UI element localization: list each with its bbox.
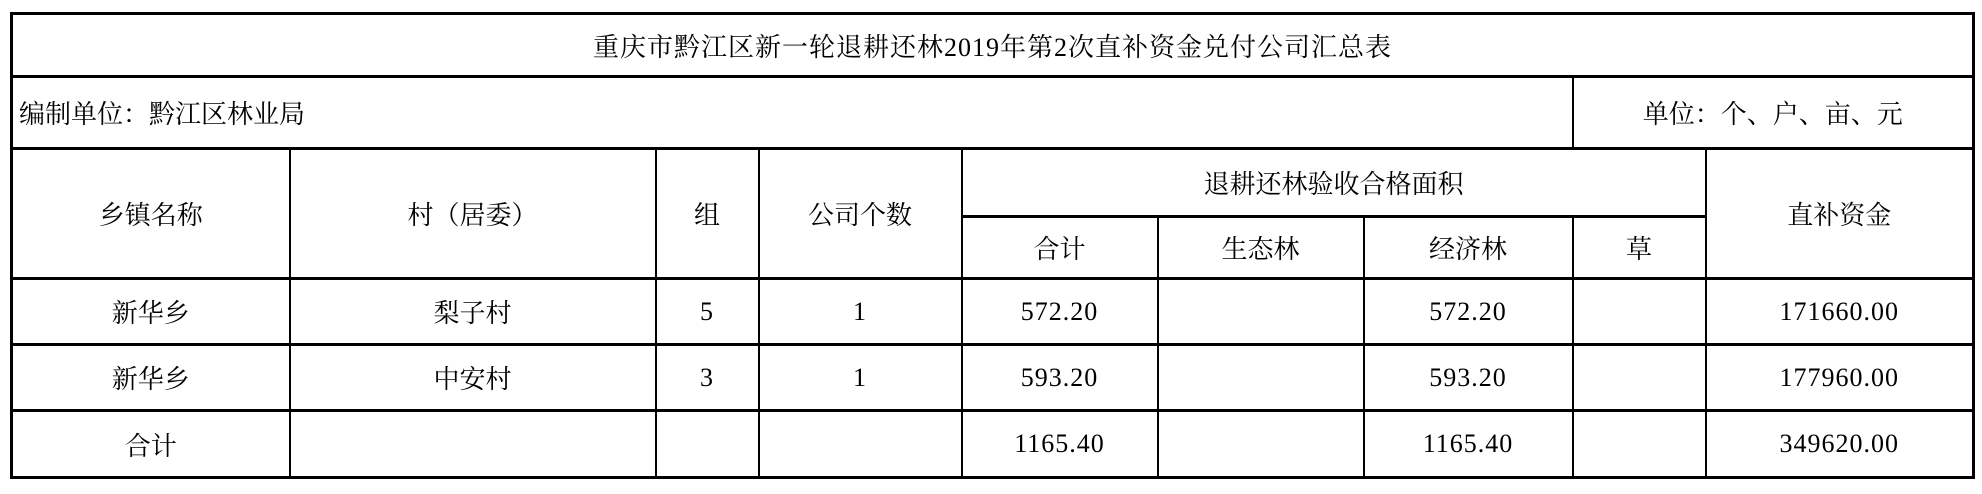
cell-subsidy: 177960.00 <box>1706 345 1974 411</box>
header-ecological-forest: 生态林 <box>1158 217 1364 279</box>
cell-township: 新华乡 <box>12 345 290 411</box>
cell-subsidy: 171660.00 <box>1706 279 1974 345</box>
cell-ecological-forest <box>1158 279 1364 345</box>
cell-company-count: 1 <box>759 279 962 345</box>
header-grass: 草 <box>1573 217 1706 279</box>
cell-area-total: 593.20 <box>962 345 1158 411</box>
cell-economic-forest: 572.20 <box>1364 279 1573 345</box>
header-township: 乡镇名称 <box>12 149 290 279</box>
header-company-count: 公司个数 <box>759 149 962 279</box>
header-area-group: 退耕还林验收合格面积 <box>962 149 1706 217</box>
header-area-total: 合计 <box>962 217 1158 279</box>
cell-township: 新华乡 <box>12 279 290 345</box>
total-grass <box>1573 411 1706 478</box>
cell-grass <box>1573 279 1706 345</box>
cell-ecological-forest <box>1158 345 1364 411</box>
total-subsidy: 349620.00 <box>1706 411 1974 478</box>
table-row <box>12 345 1974 411</box>
total-village <box>290 411 656 478</box>
total-company-count <box>759 411 962 478</box>
table-row <box>12 279 1974 345</box>
title-row <box>12 14 1974 77</box>
summary-table-sheet <box>10 12 1974 479</box>
cell-area-total: 572.20 <box>962 279 1158 345</box>
header-economic-forest: 经济林 <box>1364 217 1573 279</box>
header-subsidy: 直补资金 <box>1706 149 1974 279</box>
cell-economic-forest: 593.20 <box>1364 345 1573 411</box>
units-note-label: 单位：个、户、亩、元 <box>1573 77 1974 149</box>
total-economic-forest: 1165.40 <box>1364 411 1573 478</box>
cell-group: 5 <box>656 279 759 345</box>
total-ecological-forest <box>1158 411 1364 478</box>
info-row <box>12 77 1974 149</box>
cell-company-count: 1 <box>759 345 962 411</box>
cell-village: 中安村 <box>290 345 656 411</box>
header-row-1 <box>12 149 1974 217</box>
cell-group: 3 <box>656 345 759 411</box>
prepared-by-label: 编制单位：黔江区林业局 <box>12 77 1573 149</box>
total-row <box>12 411 1974 478</box>
header-group: 组 <box>656 149 759 279</box>
page-title: 重庆市黔江区新一轮退耕还林2019年第2次直补资金兑付公司汇总表 <box>12 14 1974 77</box>
header-village: 村（居委） <box>290 149 656 279</box>
total-area-total: 1165.40 <box>962 411 1158 478</box>
cell-village: 梨子村 <box>290 279 656 345</box>
cell-grass <box>1573 345 1706 411</box>
summary-table <box>10 12 1975 479</box>
total-label: 合计 <box>12 411 290 478</box>
total-group <box>656 411 759 478</box>
